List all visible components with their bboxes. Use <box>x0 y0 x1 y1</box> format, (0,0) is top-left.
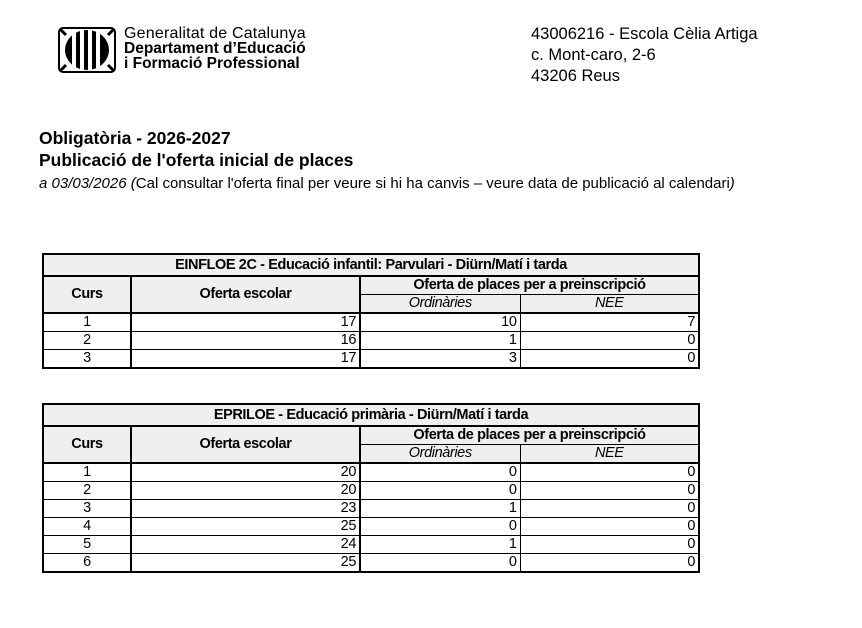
cell-nee: 0 <box>520 536 699 554</box>
cell-curs: 2 <box>43 482 131 500</box>
table-title: EPRILOE - Educació primària - Diürn/Matí i tarda <box>43 404 699 426</box>
table-row <box>43 463 699 482</box>
cell-curs: 2 <box>43 332 131 350</box>
cell-oferta: 20 <box>131 463 360 482</box>
cell-ordinaries: 1 <box>360 500 520 518</box>
cell-curs: 6 <box>43 554 131 573</box>
cell-curs: 3 <box>43 500 131 518</box>
school-street: c. Mont-caro, 2-6 <box>531 46 656 64</box>
publication-date: a 03/03/2026 <box>39 175 127 192</box>
cell-curs: 1 <box>43 463 131 482</box>
note-text: Cal consultar l'oferta final per veure si hi ha canvis – veure data de publicació al calendari <box>135 175 730 192</box>
cell-ordinaries: 0 <box>360 482 520 500</box>
table-row <box>43 350 699 369</box>
table-row <box>43 482 699 500</box>
school-name: 43006216 - Escola Cèlia Artiga <box>531 25 758 43</box>
generalitat-logo-icon <box>58 27 116 73</box>
table-title: EINFLOE 2C - Educació infantil: Parvulari - Diürn/Matí i tarda <box>43 254 699 276</box>
table-row <box>43 518 699 536</box>
org-line-2: Departament d’Educació <box>124 40 306 57</box>
column-header-preinscripcio: Oferta de places per a preinscripció <box>360 426 699 445</box>
cell-ordinaries: 10 <box>360 313 520 332</box>
cell-nee: 0 <box>520 500 699 518</box>
cell-nee: 7 <box>520 313 699 332</box>
places-table <box>42 253 700 369</box>
cell-curs: 4 <box>43 518 131 536</box>
cell-oferta: 25 <box>131 554 360 573</box>
note-open: ( <box>126 175 136 192</box>
table-row <box>43 536 699 554</box>
column-header-ordinaries: Ordinàries <box>360 445 520 464</box>
cell-oferta: 24 <box>131 536 360 554</box>
cell-ordinaries: 3 <box>360 350 520 369</box>
title-line-1: Obligatòria - 2026-2027 <box>39 128 231 148</box>
page-title <box>39 127 353 171</box>
cell-oferta: 20 <box>131 482 360 500</box>
cell-nee: 0 <box>520 463 699 482</box>
organization-name <box>124 26 306 71</box>
cell-oferta: 16 <box>131 332 360 350</box>
cell-oferta: 17 <box>131 350 360 369</box>
column-header-ordinaries: Ordinàries <box>360 295 520 314</box>
org-line-1: Generalitat de Catalunya <box>124 25 306 42</box>
cell-nee: 0 <box>520 518 699 536</box>
column-header-curs: Curs <box>43 276 131 313</box>
column-header-curs: Curs <box>43 426 131 463</box>
table-row <box>43 332 699 350</box>
table-row <box>43 313 699 332</box>
school-city: 43206 Reus <box>531 67 620 85</box>
title-line-2: Publicació de l'oferta inicial de places <box>39 150 354 170</box>
cell-ordinaries: 1 <box>360 536 520 554</box>
cell-nee: 0 <box>520 554 699 573</box>
cell-oferta: 23 <box>131 500 360 518</box>
table-row <box>43 500 699 518</box>
cell-oferta: 25 <box>131 518 360 536</box>
cell-nee: 0 <box>520 482 699 500</box>
cell-ordinaries: 0 <box>360 463 520 482</box>
places-table <box>42 403 700 573</box>
column-header-nee: NEE <box>520 445 699 464</box>
column-header-oferta: Oferta escolar <box>131 426 360 463</box>
cell-curs: 3 <box>43 350 131 369</box>
cell-curs: 5 <box>43 536 131 554</box>
cell-curs: 1 <box>43 313 131 332</box>
cell-ordinaries: 0 <box>360 518 520 536</box>
column-header-oferta: Oferta escolar <box>131 276 360 313</box>
column-header-preinscripcio: Oferta de places per a preinscripció <box>360 276 699 295</box>
column-header-nee: NEE <box>520 295 699 314</box>
cell-ordinaries: 1 <box>360 332 520 350</box>
school-address <box>531 24 758 87</box>
org-line-3: i Formació Professional <box>124 55 300 72</box>
table-row <box>43 554 699 573</box>
cell-ordinaries: 0 <box>360 554 520 573</box>
cell-nee: 0 <box>520 332 699 350</box>
note-close: ) <box>729 175 735 192</box>
cell-nee: 0 <box>520 350 699 369</box>
publication-note <box>39 175 735 192</box>
cell-oferta: 17 <box>131 313 360 332</box>
